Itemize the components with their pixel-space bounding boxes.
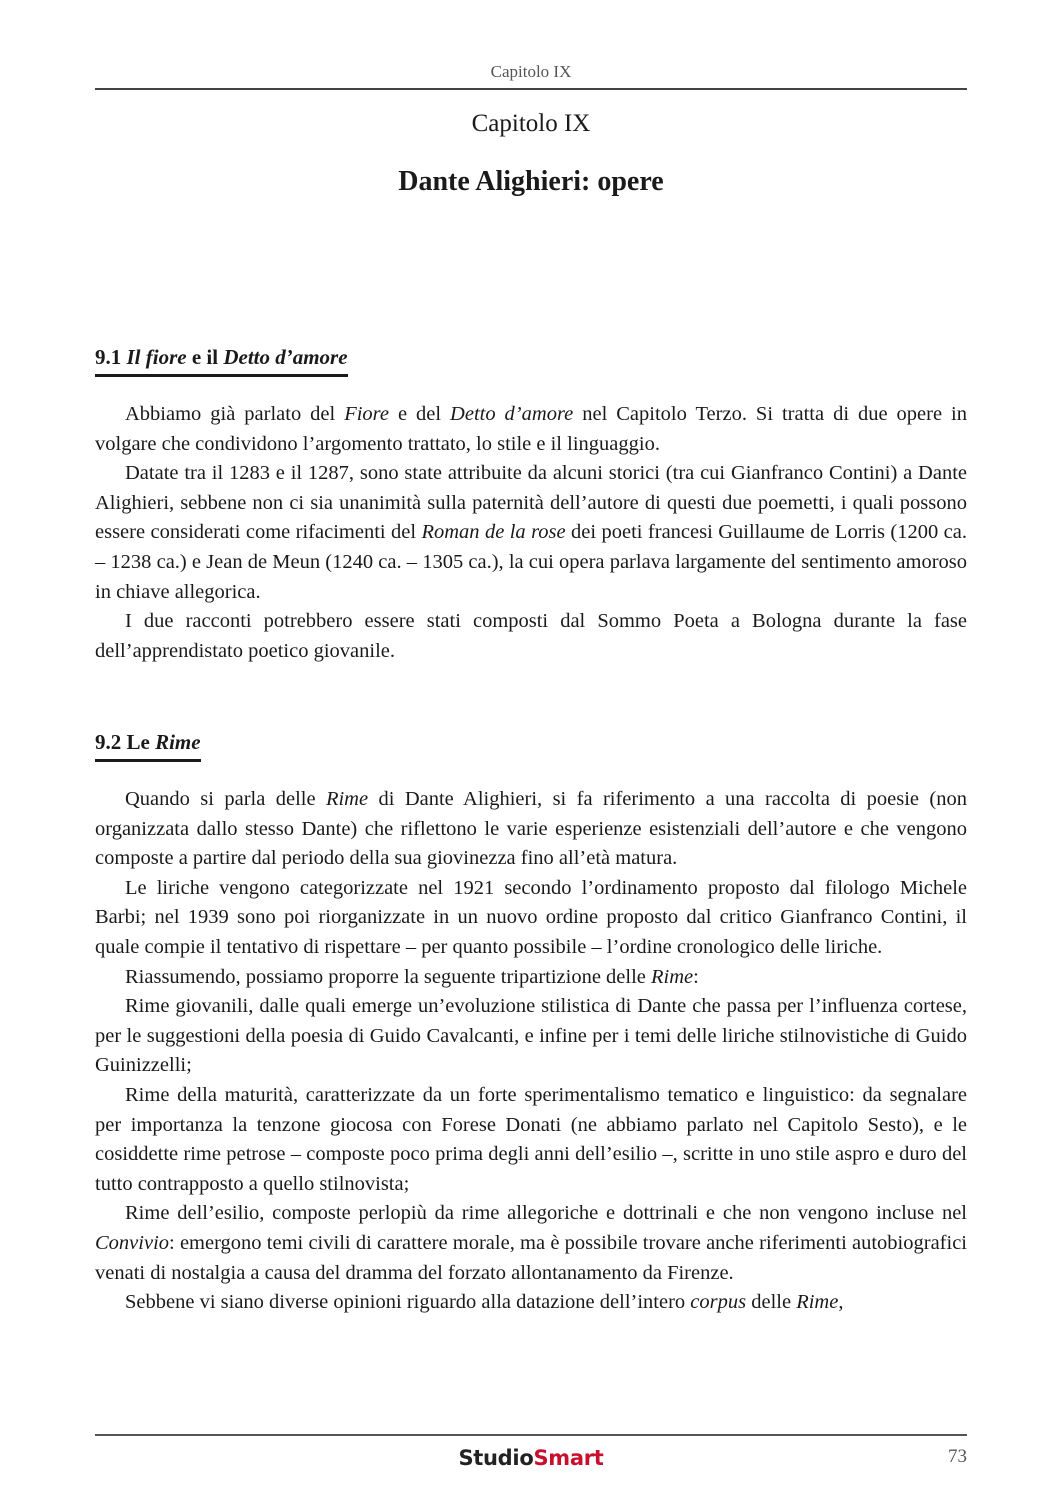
italic-text: Convivio	[95, 1231, 170, 1254]
paragraph	[95, 459, 967, 607]
chapter-number: Capitolo IX	[471, 110, 591, 137]
text-run: 9.1	[95, 345, 127, 369]
paragraph	[95, 992, 967, 1081]
text-run: Abbiamo già parlato del	[125, 403, 345, 425]
paragraph	[95, 1081, 967, 1199]
italic-text: Detto d’amore	[223, 345, 348, 369]
text-run: Riassumendo, possiamo proporre la seguente tripartizione delle	[125, 965, 652, 988]
italic-text: Fiore	[344, 403, 389, 425]
paragraph	[95, 785, 967, 874]
text-run: 9.2 Le	[95, 730, 156, 754]
text-run: Quando si parla delle	[125, 788, 326, 810]
paragraph	[95, 400, 967, 459]
italic-text: corpus	[690, 1291, 747, 1314]
text-run: e del	[388, 403, 451, 425]
text-run: Rime della maturità, caratterizzate da un forte sperimentalismo tematico e linguistico: da segnalare per importanza la tenzone giocosa con Forese Donati (ne abbiamo parlato nel Capitolo Sesto), e le cosiddette rime petrose – composte poco prima degli anni dell’esilio –, scritte in uno stile aspro e duro del tutto contrapposto a quello stilnovista;	[95, 1083, 967, 1195]
italic-text: Rime	[796, 1291, 839, 1314]
text-run: Rime giovanili, dalle quali emerge un’evoluzione stilistica di Dante che passa per l’influenza cortese, per le suggestioni della poesia di Guido Cavalcanti, e infine per i temi delle liriche stilnovistiche di Guido Guinizzelli;	[95, 995, 967, 1077]
paragraph	[95, 607, 967, 666]
text-run: : emergono temi civili di carattere morale, ma è possibile trovare anche riferimenti autobiografici venati di nostalgia a causa del dramma del forzato allontanamento da Firenze.	[95, 1231, 967, 1284]
page-number: 73	[948, 1446, 967, 1467]
italic-text: Roman de la rose	[421, 521, 566, 544]
running-head: Capitolo IX	[95, 62, 967, 90]
section-body-9-1	[95, 400, 967, 666]
footer-rule	[95, 1434, 967, 1436]
paragraph	[95, 1288, 967, 1318]
brand-part-studio: Studio	[458, 1446, 534, 1470]
text-run: di Dante Alighieri, si fa riferimento a una raccolta di poesie (non organizzata dallo stesso Dante) che riflettono le varie esperienze esistenziali dell’autore e che vengono composte a partire dal periodo della sua giovinezza fino all’età matura.	[95, 788, 967, 870]
text-run: :	[693, 965, 699, 988]
italic-text: Rime	[155, 730, 201, 754]
italic-text: Rime	[325, 788, 369, 810]
text-run: Datate tra il 1283 e il 1287, sono state attribuite da alcuni storici (tra cui Gianfranco Contini) a Dante Alighieri, sebbene non ci sia unanimità sulla paternità dell’autore di questi due poemetti, i quali possono essere considerati come rifacimenti del	[95, 462, 967, 544]
brand-logo	[95, 1446, 967, 1470]
chapter-title: Dante Alighieri: opere	[398, 166, 664, 197]
paragraph	[95, 1199, 967, 1288]
paragraph	[95, 874, 967, 963]
brand-part-smart: Smart	[533, 1446, 604, 1470]
text-run: Le liriche vengono categorizzate nel 1921 secondo l’ordinamento proposto dal filologo Michele Barbi; nel 1939 sono poi riorganizzate in un nuovo ordine proposto dal critico Gianfranco Contini, il quale compie il tentativo di rispettare – per quanto possibile – l’ordine cronologico delle liriche.	[95, 876, 967, 958]
section-heading-9-2	[95, 730, 201, 762]
paragraph	[95, 963, 967, 993]
italic-text: Rime	[651, 965, 694, 988]
section-body-9-2	[95, 785, 967, 1318]
text-run: ,	[838, 1291, 844, 1314]
text-run: I due racconti potrebbero essere stati composti dal Sommo Poeta a Bologna durante la fase dell’apprendistato poetico giovanile.	[95, 610, 967, 662]
text-run: Sebbene vi siano diverse opinioni riguardo alla datazione dell’intero	[125, 1291, 691, 1314]
section-heading-9-1	[95, 345, 348, 377]
text-run: delle	[746, 1291, 797, 1314]
italic-text: Il fiore	[126, 345, 187, 369]
text-run: nel Capitolo Terzo. Si tratta di due opere in volgare che condividono l’argomento trattato, lo stile e il linguaggio.	[95, 403, 967, 455]
italic-text: Detto d’amore	[450, 403, 574, 425]
text-run: Rime dell’esilio, composte perlopiù da rime allegoriche e dottrinali e che non vengono incluse nel	[125, 1202, 967, 1225]
text-run: dei poeti francesi Guillaume de Lorris (1200 ca. – 1238 ca.) e Jean de Meun (1240 ca. – 1305 ca.), la cui opera parlava largamente del sentimento amoroso in chiave allegorica.	[95, 521, 968, 603]
text-run: e il	[186, 345, 224, 369]
